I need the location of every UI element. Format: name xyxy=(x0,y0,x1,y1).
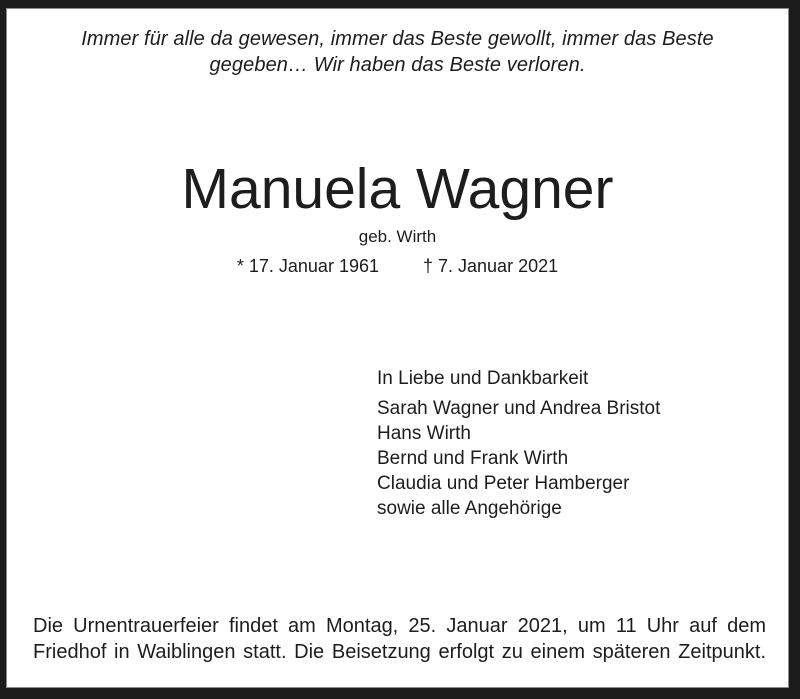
mourner-line: Hans Wirth xyxy=(377,423,471,444)
mourners-block xyxy=(377,366,660,521)
mourner-line: Sarah Wagner und Andrea Bristot xyxy=(377,398,661,419)
mourners-intro: In Liebe und Dankbarkeit xyxy=(377,368,589,389)
mourner-line: sowie alle Angehörige xyxy=(377,498,562,519)
epigraph-line-1: Immer für alle da gewesen, immer das Beste gewollt, immer das Beste xyxy=(81,28,714,50)
funeral-details xyxy=(33,613,766,665)
mourner-line: Claudia und Peter Hamberger xyxy=(377,473,630,494)
funeral-details-line-2: Friedhof in Waiblingen statt. Die Beisetzung erfolgt zu einem späteren Zeitpunkt. xyxy=(33,641,766,663)
funeral-details-line-1: Die Urnentrauerfeier findet am Montag, 25. Januar 2021, um 11 Uhr auf dem xyxy=(33,615,766,637)
inner-hairline-border xyxy=(6,8,789,688)
epigraph xyxy=(6,26,789,78)
mourner-line: Bernd und Frank Wirth xyxy=(377,448,569,469)
life-dates xyxy=(6,254,789,278)
maiden-name: geb. Wirth xyxy=(358,227,437,246)
birth-date: * 17. Januar 1961 xyxy=(236,256,379,276)
deceased-name: Manuela Wagner xyxy=(181,157,614,221)
epigraph-line-2: gegeben… Wir haben das Beste verloren. xyxy=(209,54,586,76)
death-date: † 7. Januar 2021 xyxy=(423,256,559,276)
